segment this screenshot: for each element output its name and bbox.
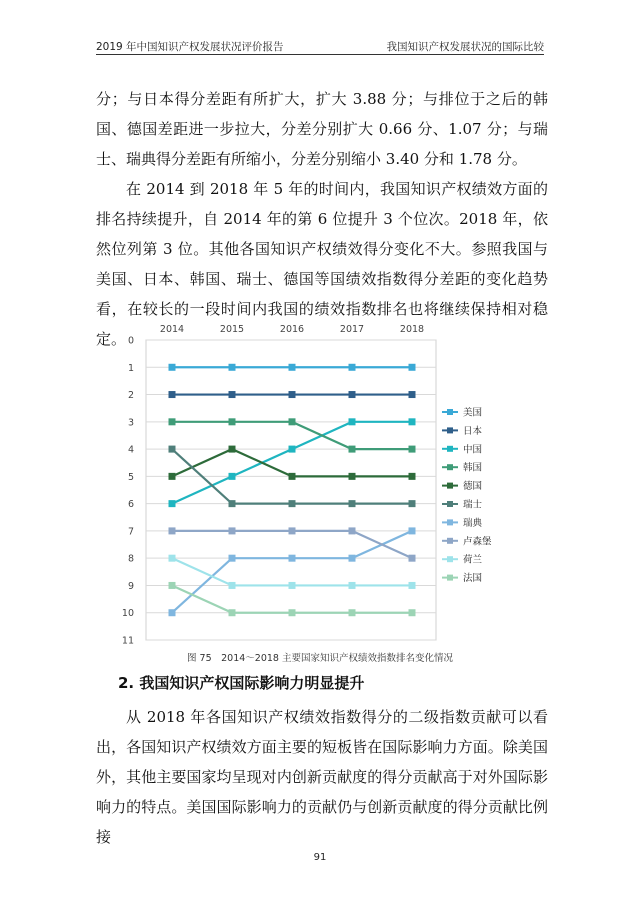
series-point-0 [349, 364, 356, 371]
legend-label: 瑞士 [463, 499, 483, 511]
y-tick-label: 0 [127, 335, 134, 347]
legend-swatch-marker [447, 464, 453, 470]
series-point-9 [349, 609, 356, 616]
legend-label: 法国 [463, 573, 483, 585]
series-point-1 [409, 391, 416, 398]
series-point-6 [349, 555, 356, 562]
series-point-6 [289, 555, 296, 562]
y-tick-label: 1 [127, 362, 134, 374]
series-line-7 [172, 531, 412, 558]
y-tick-label: 11 [121, 635, 134, 647]
series-point-1 [289, 391, 296, 398]
series-point-7 [289, 527, 296, 534]
legend-label: 荷兰 [463, 554, 483, 566]
series-point-2 [409, 418, 416, 425]
legend-label: 美国 [463, 407, 483, 419]
legend-swatch-marker [447, 446, 453, 452]
legend-swatch-marker [447, 427, 453, 433]
series-point-9 [169, 582, 176, 589]
series-point-9 [409, 609, 416, 616]
running-header [96, 36, 544, 55]
legend-swatch-marker [447, 519, 453, 525]
legend-swatch-marker [447, 575, 453, 581]
series-point-6 [229, 555, 236, 562]
series-point-3 [409, 446, 416, 453]
series-point-1 [169, 391, 176, 398]
series-point-6 [169, 609, 176, 616]
series-point-3 [229, 418, 236, 425]
plot-area [146, 340, 436, 640]
header-report-title: 2019 年中国知识产权发展状况评价报告 [96, 41, 284, 53]
series-point-1 [229, 391, 236, 398]
series-point-8 [409, 582, 416, 589]
series-point-5 [169, 446, 176, 453]
y-tick-label: 8 [127, 553, 134, 565]
series-point-7 [169, 527, 176, 534]
legend-swatch-marker [447, 556, 453, 562]
series-line-3 [172, 422, 412, 449]
x-tick-label: 2016 [279, 324, 305, 335]
series-point-7 [349, 527, 356, 534]
series-line-4 [172, 449, 412, 476]
y-tick-label: 3 [127, 417, 134, 429]
series-point-4 [229, 446, 236, 453]
series-point-0 [229, 364, 236, 371]
series-point-4 [409, 473, 416, 480]
legend-label: 德国 [463, 481, 483, 493]
series-point-1 [349, 391, 356, 398]
series-point-4 [169, 473, 176, 480]
series-point-2 [349, 418, 356, 425]
series-point-0 [409, 364, 416, 371]
series-point-5 [229, 500, 236, 507]
series-point-3 [349, 446, 356, 453]
series-point-5 [349, 500, 356, 507]
y-tick-label: 4 [127, 444, 134, 456]
legend-swatch-marker [447, 409, 453, 415]
series-point-8 [169, 555, 176, 562]
series-point-2 [169, 500, 176, 507]
series-point-3 [289, 418, 296, 425]
ranking-line-chart [96, 318, 548, 648]
series-point-7 [229, 527, 236, 534]
series-point-4 [289, 473, 296, 480]
x-tick-label: 2015 [219, 324, 245, 335]
legend-label: 中国 [463, 444, 483, 456]
legend-swatch-marker [447, 501, 453, 507]
legend-swatch-marker [447, 483, 453, 489]
series-point-9 [229, 609, 236, 616]
series-point-5 [409, 500, 416, 507]
series-point-6 [409, 527, 416, 534]
legend-swatch-marker [447, 538, 453, 544]
series-point-2 [229, 473, 236, 480]
paragraph-score-gap: 分；与日本得分差距有所扩大，扩大 3.88 分；与排位于之后的韩国、德国差距进一步拉大，分差分别扩大 0.66 分、1.07 分；与瑞士、瑞典得分差距有所缩小，分差分别缩小 3.40 分和 1.78 分。 [96, 90, 548, 168]
series-line-9 [172, 585, 412, 612]
series-point-0 [169, 364, 176, 371]
series-line-2 [172, 422, 412, 504]
series-point-3 [169, 418, 176, 425]
y-tick-label: 6 [127, 499, 134, 511]
y-tick-label: 9 [127, 580, 134, 592]
x-tick-label: 2018 [399, 324, 425, 335]
series-point-2 [289, 446, 296, 453]
series-point-0 [289, 364, 296, 371]
legend-label: 韩国 [463, 462, 483, 474]
series-point-8 [229, 582, 236, 589]
header-chapter-title: 我国知识产权发展状况的国际比较 [386, 41, 544, 53]
x-tick-label: 2014 [159, 324, 185, 335]
paragraph-ranking-trend: 在 2014 到 2018 年 5 年的时间内，我国知识产权绩效方面的排名持续提升，自 2014 年的第 6 位提升 3 个位次。2018 年，依然位列第 3 位。其他各国知识产权绩效得分变化不大。参照我国与美国、日本、韩国、瑞士、德国等国绩效指数得分差距的变化趋势看，在较长的一段时间内我国的绩效指数排名也将继续保持相对稳定。 [96, 180, 548, 348]
series-point-4 [349, 473, 356, 480]
y-tick-label: 5 [127, 471, 134, 483]
series-point-8 [289, 582, 296, 589]
y-tick-label: 7 [127, 526, 134, 538]
series-line-6 [172, 531, 412, 613]
section-title: 2. 我国知识产权国际影响力明显提升 [118, 674, 365, 692]
series-point-8 [349, 582, 356, 589]
page-number: 91 [313, 852, 327, 863]
series-point-7 [409, 555, 416, 562]
series-point-9 [289, 609, 296, 616]
y-tick-label: 2 [127, 390, 134, 402]
legend-label: 瑞典 [463, 517, 483, 529]
paragraph-contribution: 从 2018 年各国知识产权绩效指数得分的二级指数贡献可以看出，各国知识产权绩效方面主要的短板皆在国际影响力方面。除美国外，其他主要国家均呈现对内创新贡献度的得分贡献高于对外国际影响力的特点。美国国际影响力的贡献仍与创新贡献度的得分贡献比例接 [96, 708, 548, 846]
x-tick-label: 2017 [339, 324, 365, 335]
legend-label: 日本 [463, 425, 483, 437]
figure-caption: 图 75 2014～2018 主要国家知识产权绩效指数排名变化情况 [187, 653, 453, 664]
y-tick-label: 10 [121, 608, 134, 620]
series-point-5 [289, 500, 296, 507]
legend-label: 卢森堡 [463, 536, 492, 548]
